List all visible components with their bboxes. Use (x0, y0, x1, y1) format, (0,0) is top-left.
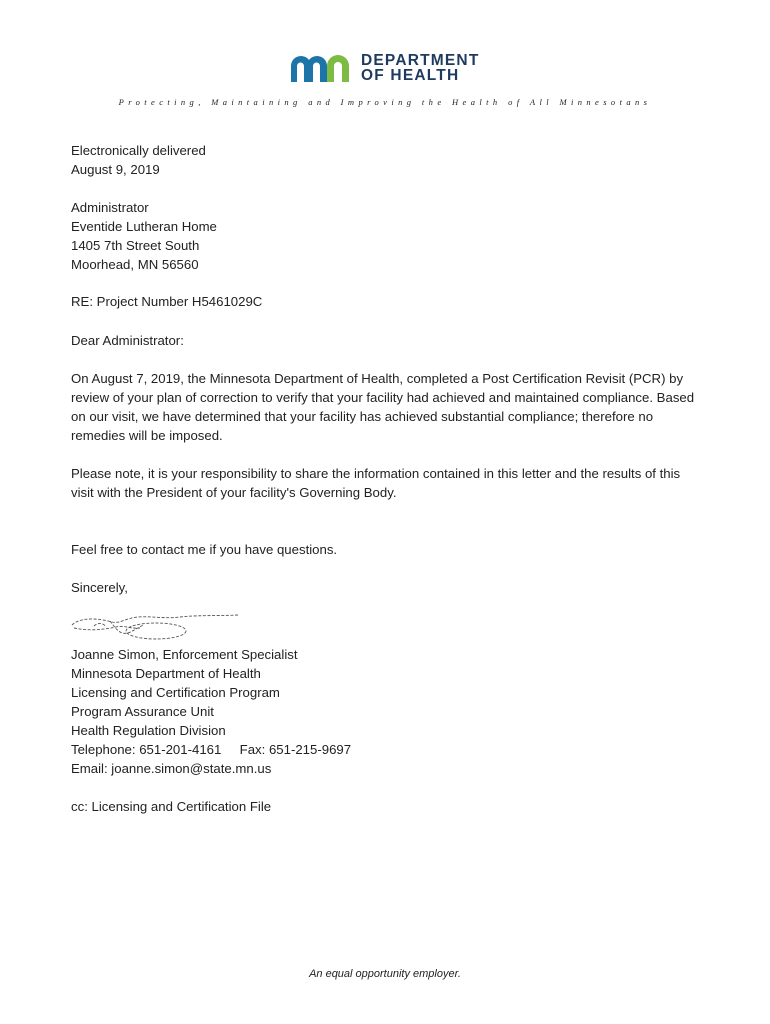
recipient-city: Moorhead, MN 56560 (71, 257, 199, 272)
signer-program: Licensing and Certification Program (71, 685, 280, 700)
recipient-org: Eventide Lutheran Home (71, 219, 217, 234)
tagline: Protecting, Maintaining and Improving the Health of All Minnesotans (118, 97, 652, 107)
signature-block (71, 645, 351, 778)
mdh-logo (289, 52, 480, 84)
closing: Sincerely, (71, 580, 128, 595)
signer-email: Email: joanne.simon@state.mn.us (71, 761, 272, 776)
logo-line-2: OF HEALTH (361, 67, 460, 84)
cc-line: cc: Licensing and Certification File (71, 799, 272, 814)
signer-phone-fax: Telephone: 651-201-4161 Fax: 651-215-9697 (71, 742, 352, 757)
signer-unit: Program Assurance Unit (71, 704, 214, 719)
recipient-title: Administrator (71, 200, 149, 215)
letter-date: August 9, 2019 (71, 162, 160, 177)
body-paragraph-3: Feel free to contact me if you have questions. (71, 542, 338, 557)
body-paragraph-1: On August 7, 2019, the Minnesota Department of Health, completed a Post Certification Revisit (PCR) by review of your plan of correction to verify that your facility had achieved and maintained compliance. Based on our visit, we have determined that your facility has achieved substantial compliance; therefore no remedies will be imposed. (71, 371, 695, 443)
logo-line-1: DEPARTMENT (361, 52, 480, 69)
signer-division: Health Regulation Division (71, 723, 226, 738)
recipient-street: 1405 7th Street South (71, 238, 200, 253)
logo-wordmark (361, 53, 480, 83)
signature-image (68, 609, 243, 641)
signer-department: Minnesota Department of Health (71, 666, 261, 681)
mn-logo-icon (289, 52, 353, 84)
delivery-block (71, 141, 206, 179)
body-paragraph-2: Please note, it is your responsibility to share the information contained in this letter and the results of this visit with the President of your facility's Governing Body. (71, 466, 681, 500)
recipient-address (71, 198, 217, 274)
delivery-method: Electronically delivered (71, 143, 206, 158)
signer-name-title: Joanne Simon, Enforcement Specialist (71, 647, 298, 662)
salutation: Dear Administrator: (71, 333, 184, 348)
footer-text: An equal opportunity employer. (309, 968, 461, 980)
re-line: RE: Project Number H5461029C (71, 294, 263, 309)
